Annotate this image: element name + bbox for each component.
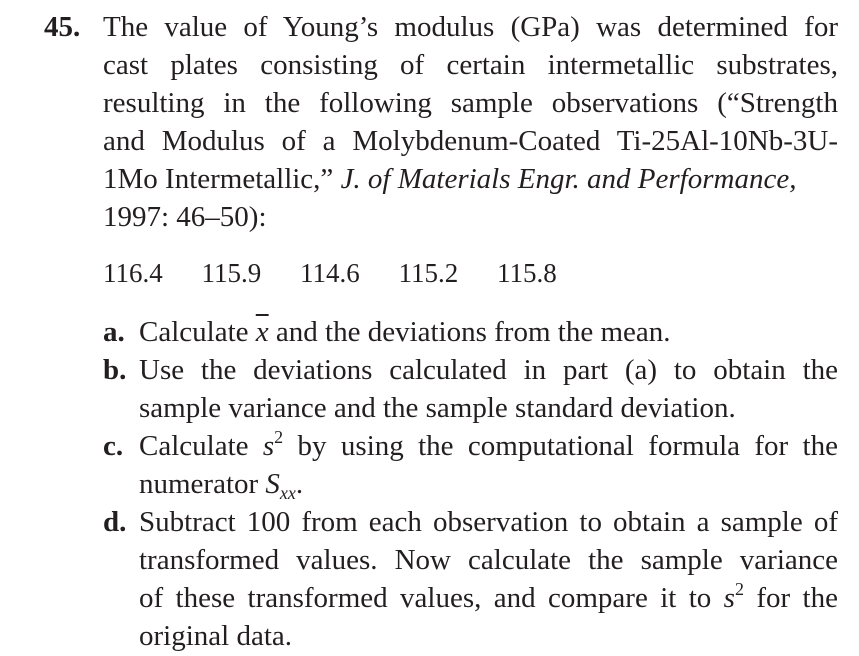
part-d-text-pre: of these transformed values, and compare it to	[139, 582, 724, 614]
part-d-line	[139, 579, 838, 617]
squared-superscript: 2	[274, 427, 284, 447]
statement-line-with-citation	[103, 160, 838, 198]
observation-value: 115.8	[497, 258, 557, 288]
statement-text: 1Mo Intermetallic,”	[103, 163, 334, 195]
xx-subscript: xx	[279, 483, 296, 503]
part-d-label: d.	[103, 506, 127, 538]
journal-title: J. of Materials Engr. and Performance,	[340, 163, 797, 195]
part-d-line: Subtract 100 from each observation to obtain a sample of	[139, 506, 838, 538]
problem-number: 45.	[44, 11, 81, 43]
part-c-text-post: by using the computational formula for the	[283, 430, 838, 462]
part-c-text-pre: numerator	[139, 468, 266, 500]
part-b-label: b.	[103, 354, 127, 386]
observation-value: 115.9	[201, 258, 262, 288]
observation-value: 115.2	[398, 258, 459, 288]
s-symbol: s	[262, 430, 275, 462]
part-d-line: original data.	[139, 620, 293, 652]
statement-line: and Modulus of a Molybdenum-Coated Ti-25Al-10Nb-3U-	[103, 125, 838, 157]
part-d-line: transformed values. Now calculate the sample variance	[139, 544, 838, 576]
part-c	[103, 427, 838, 503]
part-c-line	[139, 465, 838, 503]
part-c-text-end: .	[295, 468, 304, 500]
s-symbol: s	[723, 582, 735, 614]
statement-line: The value of Young’s modulus (GPa) was determined for	[103, 11, 838, 43]
part-a-text-pre: Calculate	[139, 316, 256, 348]
part-b-line: Use the deviations calculated in part (a) to obtain the	[139, 354, 838, 386]
part-b-line: sample variance and the sample standard deviation.	[139, 392, 736, 424]
observation-value: 116.4	[103, 258, 163, 288]
sxx-symbol: S	[265, 468, 280, 500]
part-c-line	[139, 427, 838, 465]
part-d-text-post: for the	[743, 582, 838, 614]
squared-superscript: 2	[734, 579, 744, 599]
x-bar-symbol: $\overline{x}$	[255, 316, 269, 348]
statement-line: cast plates consisting of certain intermetallic substrates,	[103, 49, 838, 81]
statement-line: 1997: 46–50):	[103, 201, 267, 233]
observation-list	[103, 255, 589, 291]
problem-parts	[103, 313, 838, 655]
part-d	[103, 503, 838, 655]
part-a-label: a.	[103, 316, 125, 348]
part-a-text-post: and the deviations from the mean.	[268, 316, 671, 348]
observation-value: 114.6	[300, 258, 360, 288]
problem-statement	[103, 8, 838, 236]
part-b	[103, 351, 838, 427]
part-c-label: c.	[103, 430, 124, 462]
statement-line: resulting in the following sample observations (“Strength	[103, 87, 838, 119]
part-a	[103, 313, 838, 351]
part-a-text	[139, 313, 838, 351]
part-c-text-pre: Calculate	[139, 430, 263, 462]
